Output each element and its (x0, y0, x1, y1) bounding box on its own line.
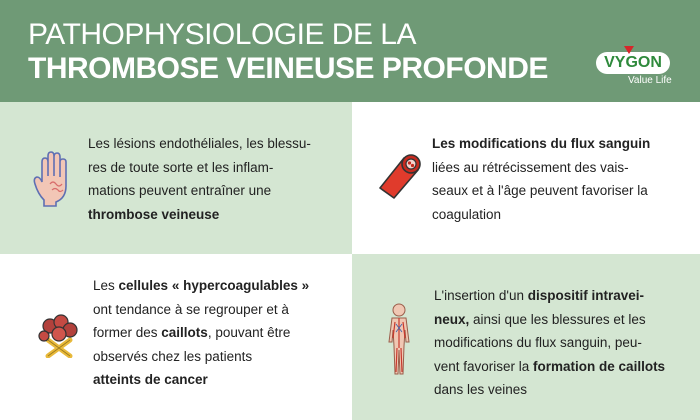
text-run: seaux et à l'âge peuvent favoriser la (432, 183, 648, 198)
text-run: L'insertion d'un (434, 288, 528, 303)
human-body-veins-icon (382, 302, 416, 376)
text-run-bold: formation de caillots (533, 358, 666, 374)
text-run-bold: dispositif intravei- (527, 288, 644, 303)
text-run-bold: caillots (161, 325, 208, 340)
text-run-bold: thrombose veineuse (88, 206, 220, 222)
cell-blood-flow-changes (352, 102, 700, 254)
cell-intravenous-device (352, 254, 700, 420)
blood-vessel-icon (374, 148, 422, 200)
text-run-bold: Les modifications du flux sanguin (432, 136, 651, 151)
text-run: vent favoriser la (434, 358, 534, 374)
text-run: mations peuvent entraîner une (88, 183, 272, 198)
cell-text (93, 274, 309, 392)
text-run: ainsi que les blessures et les (469, 311, 646, 327)
text-run: modifications du flux sanguin, peu- (434, 335, 642, 350)
text-run: Les lésions endothéliales, les blessu- (88, 136, 311, 151)
text-run: coagulation (432, 206, 502, 222)
text-run: liées au rétrécissement des vais- (432, 159, 629, 175)
cell-endothelial-lesions (0, 102, 352, 254)
text-run: former des (93, 325, 162, 340)
text-run: observés chez les patients (93, 348, 253, 364)
text-run: dans les veines (434, 382, 528, 397)
text-run: , pouvant être (207, 325, 291, 340)
text-run: ont tendance à se regrouper et à (93, 301, 289, 317)
title-line-2: THROMBOSE VEINEUSE PROFONDE (28, 52, 548, 85)
cell-text (88, 132, 311, 226)
cell-text (434, 284, 665, 402)
logo-wordmark: VYGON (596, 52, 670, 74)
logo-tagline: Value Life (628, 75, 672, 86)
text-run-bold: cellules « hypercoagulables » (118, 278, 310, 293)
cancer-ribbon-cells-icon (34, 312, 84, 358)
text-run-bold: atteints de cancer (93, 372, 208, 387)
hand-icon (32, 150, 76, 208)
cell-hypercoagulable-cells (0, 254, 352, 420)
text-run: Les (93, 278, 119, 293)
logo-triangle-icon (624, 46, 634, 54)
cell-text (432, 132, 650, 226)
text-run: res de toute sorte et les inflam- (88, 159, 274, 175)
title-line-1: PATHOPHYSIOLOGIE DE LA (28, 18, 416, 51)
text-run-bold: neux, (434, 311, 470, 327)
vygon-logo (596, 46, 678, 90)
header-banner (0, 0, 700, 102)
